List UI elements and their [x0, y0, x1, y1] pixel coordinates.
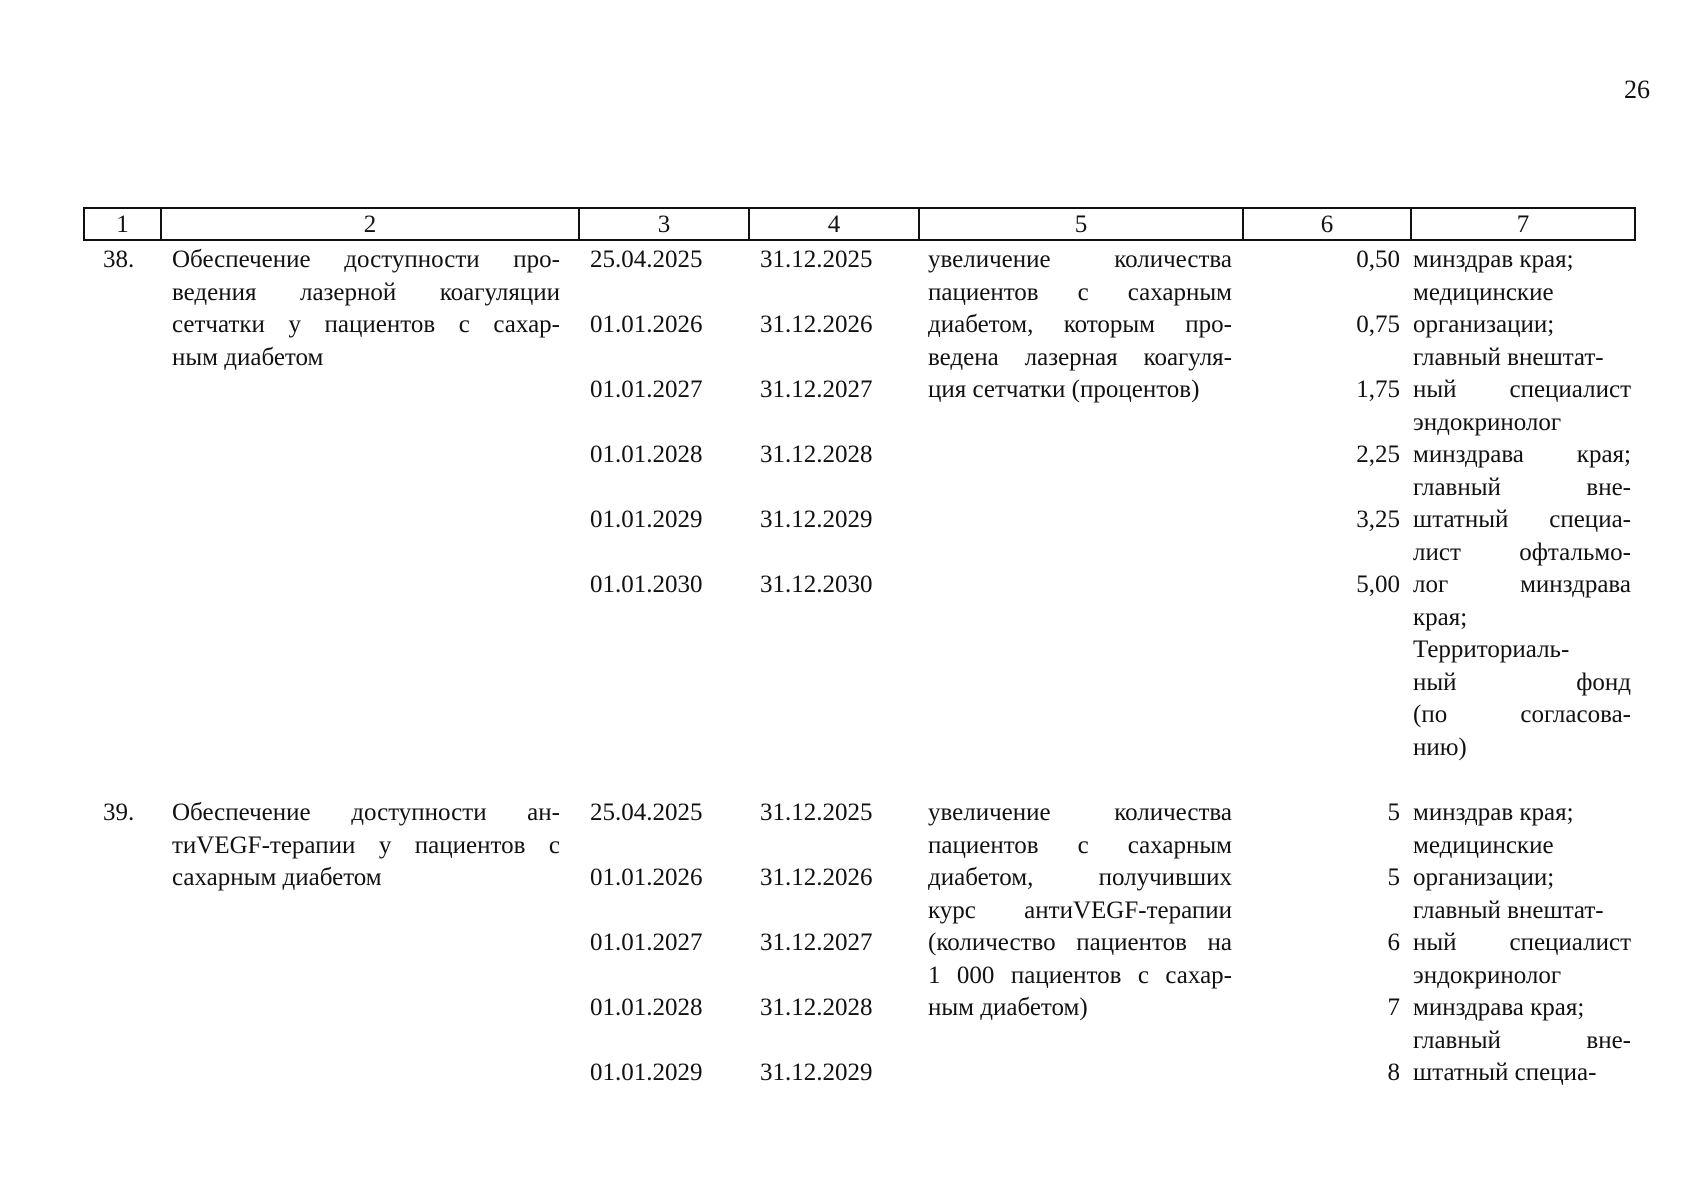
- period-row: [590, 439, 940, 504]
- end-date: 31.12.2025: [760, 246, 873, 273]
- responsible-line: лист офтальмо-: [1413, 538, 1631, 566]
- measure-name: [172, 244, 560, 374]
- end-date: 31.12.2027: [760, 376, 873, 403]
- period-row: [590, 992, 940, 1057]
- responsible-line: организации;: [1413, 864, 1555, 891]
- period-row: [590, 927, 940, 992]
- indicator-line: увеличение количества: [928, 246, 1232, 273]
- start-date: 01.01.2028: [590, 994, 703, 1021]
- responsible-line: края;: [1413, 603, 1468, 631]
- start-date: 01.01.2026: [590, 311, 703, 338]
- responsible-line: минздрав края;: [1413, 246, 1574, 273]
- row-number: 39.: [103, 799, 135, 826]
- responsible-line: минздрава края;: [1413, 994, 1585, 1021]
- measure-name-line: сахарным диабетом: [172, 864, 382, 891]
- indicator-values: [1290, 797, 1400, 1122]
- page-number: 26: [1624, 75, 1650, 104]
- end-date: 31.12.2029: [760, 1059, 873, 1086]
- start-date: 01.01.2030: [590, 571, 703, 598]
- indicator-line: курс антиVEGF-терапии: [928, 896, 1232, 924]
- period-row: [590, 1057, 940, 1122]
- measure-name-line: сетчатки у пациентов с сахар-: [172, 311, 560, 338]
- period-row: [590, 504, 940, 569]
- end-date: 31.12.2028: [760, 441, 873, 468]
- measure-name-line: ным диабетом: [172, 343, 324, 371]
- period-dates: [590, 244, 940, 634]
- responsible-line: штатный специа-: [1413, 506, 1631, 533]
- responsible-line: медицинские: [1413, 831, 1554, 859]
- start-date: 01.01.2029: [590, 506, 703, 533]
- responsible-line: ный специалист: [1413, 929, 1631, 956]
- period-row: [590, 374, 940, 439]
- responsible-line: главный вне-: [1413, 473, 1631, 501]
- measure-name: [172, 797, 560, 895]
- indicator-line: ным диабетом): [928, 994, 1088, 1021]
- indicator-values: [1290, 244, 1400, 634]
- responsible-line: эндокринолог: [1413, 961, 1562, 989]
- start-date: 01.01.2029: [590, 1059, 703, 1086]
- responsible-line: лог минздрава: [1413, 571, 1631, 598]
- header-col-7: 7: [1516, 211, 1530, 238]
- indicator-line: ведена лазерная коагуля-: [928, 343, 1232, 371]
- period-row: [590, 244, 940, 309]
- indicator-value: 7: [1387, 994, 1400, 1021]
- period-row: [590, 797, 940, 862]
- end-date: 31.12.2028: [760, 994, 873, 1021]
- indicator-value: 5,00: [1356, 571, 1400, 598]
- responsible-line: нию): [1413, 733, 1467, 761]
- row-number: 38.: [103, 246, 135, 273]
- responsible-line: минздрав края;: [1413, 799, 1574, 826]
- responsible-line: (по согласова-: [1413, 701, 1631, 728]
- start-date: 01.01.2028: [590, 441, 703, 468]
- indicator-line: пациентов с сахарным: [928, 278, 1232, 306]
- end-date: 31.12.2030: [760, 571, 873, 598]
- indicator-line: диабетом, которым про-: [928, 311, 1232, 338]
- end-date: 31.12.2026: [760, 864, 873, 891]
- indicator-value: 5: [1387, 864, 1400, 891]
- indicator-value: 6: [1387, 929, 1400, 956]
- header-col-5: 5: [920, 209, 1244, 239]
- responsible-line: главный внештат-: [1413, 896, 1604, 924]
- end-date: 31.12.2025: [760, 799, 873, 826]
- start-date: 01.01.2027: [590, 376, 703, 403]
- end-date: 31.12.2027: [760, 929, 873, 956]
- end-date: 31.12.2029: [760, 506, 873, 533]
- start-date: 25.04.2025: [590, 799, 703, 826]
- indicator-value: 5: [1387, 799, 1400, 826]
- start-date: 25.04.2025: [590, 246, 703, 273]
- indicator-line: диабетом, получивших: [928, 864, 1232, 891]
- measure-name-line: ведения лазерной коагуляции: [172, 278, 560, 306]
- indicator-value: 3,25: [1356, 506, 1400, 533]
- period-row: [590, 862, 940, 927]
- indicator-text: [928, 244, 1232, 407]
- indicator-line: увеличение количества: [928, 799, 1232, 826]
- responsible-line: ный специалист: [1413, 376, 1631, 403]
- header-col-3: 3: [580, 209, 750, 239]
- period-row: [590, 309, 940, 374]
- start-date: 01.01.2027: [590, 929, 703, 956]
- responsible-line: ный фонд: [1413, 668, 1631, 696]
- header-col-4: 4: [750, 209, 920, 239]
- measure-name-line: Обеспечение доступности про-: [172, 246, 560, 273]
- indicator-text: [928, 797, 1232, 1025]
- responsible-line: главный внештат-: [1413, 343, 1604, 371]
- header-col-2: 2: [162, 209, 580, 239]
- responsible-line: минздрава края;: [1413, 441, 1631, 468]
- responsible-line: организации;: [1413, 311, 1555, 338]
- indicator-line: ция сетчатки (процентов): [928, 376, 1200, 403]
- responsible-parties: [1413, 797, 1631, 1090]
- start-date: 01.01.2026: [590, 864, 703, 891]
- indicator-value: 1,75: [1356, 376, 1400, 403]
- responsible-line: эндокринолог: [1413, 408, 1562, 436]
- indicator-value: 0,50: [1356, 246, 1400, 273]
- responsible-line: штатный специа-: [1413, 1059, 1597, 1086]
- responsible-line: главный вне-: [1413, 1026, 1631, 1054]
- measure-name-line: тиVEGF-терапии у пациентов с: [172, 831, 560, 859]
- header-col-1: 1: [85, 209, 162, 239]
- responsible-parties: [1413, 244, 1631, 764]
- period-dates: [590, 797, 940, 1122]
- indicator-value: 0,75: [1356, 311, 1400, 338]
- measure-name-line: Обеспечение доступности ан-: [172, 799, 560, 826]
- header-col-6: 6: [1244, 209, 1412, 239]
- responsible-line: Территориаль-: [1413, 636, 1570, 663]
- indicator-line: пациентов с сахарным: [928, 831, 1232, 859]
- table-header: [83, 207, 1636, 241]
- indicator-line: (количество пациентов на: [928, 929, 1232, 956]
- responsible-line: медицинские: [1413, 278, 1554, 306]
- indicator-value: 8: [1387, 1059, 1400, 1086]
- period-row: [590, 569, 940, 634]
- indicator-value: 2,25: [1356, 441, 1400, 468]
- indicator-line: 1 000 пациентов с сахар-: [928, 961, 1232, 989]
- end-date: 31.12.2026: [760, 311, 873, 338]
